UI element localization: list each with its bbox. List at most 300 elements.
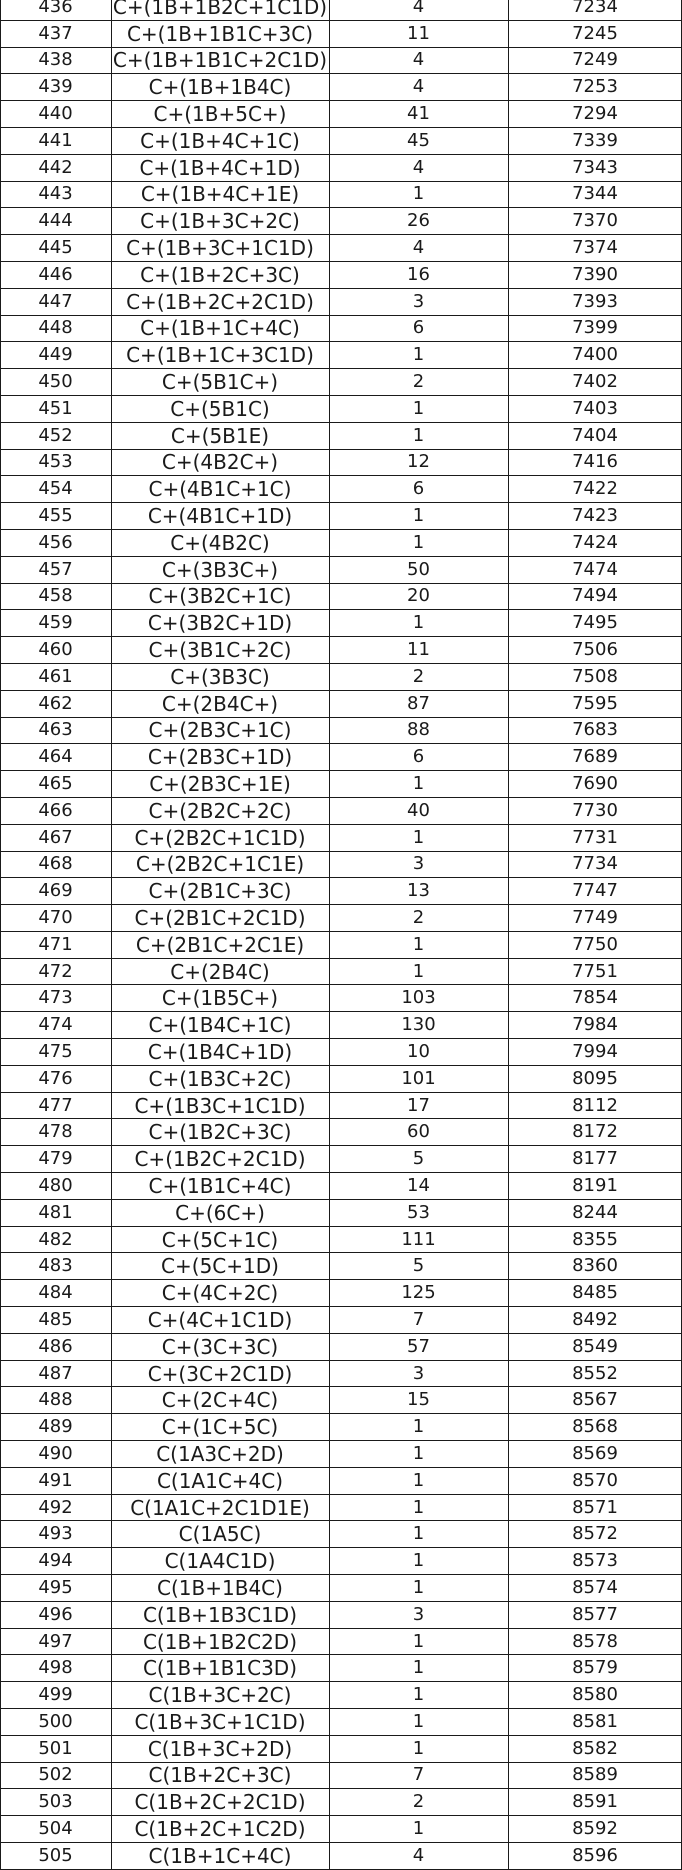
table-row	[0, 530, 682, 557]
cell-cumulative: 7749	[572, 906, 618, 928]
cell-row-index: 460	[38, 639, 73, 661]
cell-row-index: 451	[38, 397, 73, 419]
cell-cumulative: 8591	[572, 1791, 618, 1813]
table-row	[0, 1200, 682, 1227]
cell-row-index: 474	[38, 1014, 73, 1036]
cell-count: 1	[412, 1550, 425, 1572]
cell-composition: C+(3B2C+1C)	[148, 584, 292, 609]
cell-row-index: 441	[38, 129, 73, 151]
table-row	[0, 637, 682, 664]
table-row	[0, 1629, 682, 1656]
table-row	[0, 664, 682, 691]
table-row	[0, 744, 682, 771]
cell-cumulative: 8578	[572, 1630, 618, 1652]
cell-composition: C+(3C+2C1D)	[147, 1361, 293, 1386]
cell-row-index: 466	[38, 799, 73, 821]
cell-cumulative: 7751	[572, 960, 618, 982]
cell-composition: C+(2B1C+2C1E)	[135, 932, 305, 957]
cell-composition: C+(5C+1D)	[161, 1254, 279, 1279]
cell-count: 1	[412, 960, 425, 982]
cell-composition: C+(2B2C+2C)	[148, 798, 292, 823]
cell-cumulative: 8549	[572, 1335, 618, 1357]
cell-cumulative: 7424	[572, 531, 618, 553]
cell-row-index: 477	[38, 1094, 73, 1116]
cell-row-index: 450	[38, 371, 73, 393]
table-row	[0, 1334, 682, 1361]
cell-count: 1	[412, 1416, 425, 1438]
cell-count: 1	[412, 1469, 425, 1491]
cell-row-index: 485	[38, 1308, 73, 1330]
cell-count: 1	[412, 397, 425, 419]
table-row	[0, 1575, 682, 1602]
table-row	[0, 852, 682, 879]
cell-count: 7	[412, 1764, 425, 1786]
table-row	[0, 48, 682, 75]
cell-row-index: 465	[38, 773, 73, 794]
table-row	[0, 423, 682, 450]
cell-cumulative: 8172	[572, 1121, 618, 1143]
cell-cumulative: 8568	[572, 1416, 618, 1438]
cell-count: 11	[407, 639, 430, 661]
cell-row-index: 480	[38, 1174, 73, 1196]
cell-cumulative: 8577	[572, 1603, 618, 1625]
table-row	[0, 798, 682, 825]
table-row	[0, 1039, 682, 1066]
cell-count: 1	[412, 505, 425, 527]
cell-count: 2	[412, 665, 425, 687]
cell-row-index: 444	[38, 210, 73, 232]
cell-count: 41	[407, 103, 430, 125]
cell-row-index: 453	[38, 451, 73, 473]
table-row	[0, 1709, 682, 1736]
cell-cumulative: 8177	[572, 1148, 618, 1170]
table-row	[0, 1387, 682, 1414]
cell-composition: C+(2B2C+1C1D)	[134, 825, 306, 850]
cell-count: 53	[407, 1201, 430, 1223]
table-row	[0, 1119, 682, 1146]
cell-composition: C+(4B2C+)	[161, 450, 279, 475]
table-row	[0, 1441, 682, 1468]
cell-row-index: 479	[38, 1148, 73, 1170]
cell-row-index: 482	[38, 1228, 73, 1250]
cell-count: 1	[412, 1737, 425, 1759]
cell-count: 1	[412, 1496, 425, 1518]
cell-composition: C+(1B+1B1C+3C)	[126, 21, 314, 46]
cell-cumulative: 7234	[572, 0, 618, 18]
cell-cumulative: 7508	[572, 665, 618, 687]
cell-count: 10	[407, 1040, 430, 1062]
table-row	[0, 101, 682, 128]
cell-cumulative: 7245	[572, 22, 618, 44]
cell-cumulative: 8580	[572, 1684, 618, 1706]
cell-cumulative: 7399	[572, 317, 618, 339]
cell-composition: C+(1B3C+2C)	[148, 1066, 292, 1091]
table-row	[0, 1763, 682, 1790]
table-row	[0, 557, 682, 584]
table-row	[0, 584, 682, 611]
cell-cumulative: 8579	[572, 1657, 618, 1679]
cell-count: 3	[412, 853, 425, 875]
table-row	[0, 316, 682, 343]
cell-count: 5	[412, 1255, 425, 1277]
cell-composition: C(1B+3C+2C)	[148, 1683, 292, 1708]
cell-cumulative: 7506	[572, 639, 618, 661]
cell-row-index: 483	[38, 1255, 73, 1277]
cell-cumulative: 8582	[572, 1737, 618, 1759]
cell-cumulative: 8572	[572, 1523, 618, 1545]
table-row	[0, 1548, 682, 1575]
cell-composition: C+(4B1C+1C)	[148, 477, 292, 502]
table-row	[0, 1307, 682, 1334]
cell-composition: C+(3B1C+2C)	[148, 638, 292, 663]
table-row	[0, 128, 682, 155]
cell-cumulative: 8574	[572, 1576, 618, 1598]
cell-composition: C+(3B3C)	[170, 664, 270, 689]
table-row	[0, 262, 682, 289]
cell-count: 103	[401, 987, 436, 1009]
cell-composition: C(1A5C)	[178, 1522, 262, 1547]
cell-row-index: 503	[38, 1791, 73, 1813]
cell-count: 4	[412, 49, 425, 71]
cell-composition: C(1A1C+2C1D1E)	[130, 1495, 310, 1520]
cell-composition: C+(1B5C+)	[161, 986, 279, 1011]
cell-cumulative: 8569	[572, 1442, 618, 1464]
cell-composition: C+(1B+2C+3C)	[140, 262, 300, 287]
cell-composition: C+(4B1C+1D)	[147, 504, 293, 529]
cell-composition: C+(1B+4C+1D)	[139, 155, 301, 180]
cell-row-index: 457	[38, 558, 73, 580]
cell-composition: C+(1B+5C+)	[153, 102, 287, 127]
cell-count: 101	[401, 1067, 436, 1089]
cell-composition: C(1B+3C+1C1D)	[134, 1709, 306, 1734]
cell-cumulative: 8570	[572, 1469, 618, 1491]
cell-cumulative: 8567	[572, 1389, 618, 1411]
cell-composition: C+(1B+4C+1E)	[140, 182, 300, 207]
cell-cumulative: 7423	[572, 505, 618, 527]
cell-row-index: 471	[38, 933, 73, 955]
cell-row-index: 454	[38, 478, 73, 500]
cell-composition: C(1B+1B3C1D)	[142, 1602, 298, 1627]
cell-row-index: 498	[38, 1657, 73, 1679]
table-row	[0, 1682, 682, 1709]
cell-composition: C+(1B1C+4C)	[148, 1173, 292, 1198]
cell-row-index: 472	[38, 960, 73, 982]
cell-cumulative: 7730	[572, 799, 618, 821]
cell-composition: C+(3B3C+)	[161, 557, 279, 582]
table-row	[0, 1173, 682, 1200]
cell-cumulative: 7404	[572, 424, 618, 446]
cell-cumulative: 7370	[572, 210, 618, 232]
table-row	[0, 959, 682, 986]
cell-row-index: 449	[38, 344, 73, 366]
cell-composition: C+(5B1C)	[170, 396, 270, 421]
cell-count: 1	[412, 183, 425, 205]
table-row	[0, 905, 682, 932]
cell-count: 2	[412, 371, 425, 393]
cell-cumulative: 8244	[572, 1201, 618, 1223]
table-row	[0, 0, 682, 21]
cell-row-index: 497	[38, 1630, 73, 1652]
table-row	[0, 825, 682, 852]
cell-row-index: 440	[38, 103, 73, 125]
cell-cumulative: 7390	[572, 263, 618, 285]
cell-count: 60	[407, 1121, 430, 1143]
cell-count: 20	[407, 585, 430, 607]
cell-count: 1	[412, 826, 425, 848]
cell-row-index: 486	[38, 1335, 73, 1357]
cell-count: 1	[412, 1630, 425, 1652]
cell-row-index: 475	[38, 1040, 73, 1062]
cell-count: 1	[412, 424, 425, 446]
cell-count: 2	[412, 906, 425, 928]
table-row	[0, 21, 682, 48]
cell-row-index: 467	[38, 826, 73, 848]
cell-cumulative: 7343	[572, 156, 618, 178]
cell-row-index: 448	[38, 317, 73, 339]
table-row	[0, 1468, 682, 1495]
cell-composition: C+(3C+3C)	[161, 1334, 279, 1359]
cell-cumulative: 8573	[572, 1550, 618, 1572]
cell-row-index: 504	[38, 1818, 73, 1840]
cell-cumulative: 7403	[572, 397, 618, 419]
cell-count: 15	[407, 1389, 430, 1411]
cell-row-index: 439	[38, 76, 73, 98]
cell-composition: C+(1C+5C)	[161, 1415, 279, 1440]
cell-count: 1	[412, 344, 425, 366]
cell-cumulative: 7683	[572, 719, 618, 741]
cell-row-index: 438	[38, 49, 73, 71]
cell-cumulative: 7400	[572, 344, 618, 366]
cell-row-index: 437	[38, 22, 73, 44]
cell-composition: C(1B+1B4C)	[157, 1575, 283, 1600]
cell-count: 2	[412, 1791, 425, 1813]
cell-composition: C+(4B2C)	[170, 530, 270, 555]
cell-row-index: 493	[38, 1523, 73, 1545]
cell-row-index: 505	[38, 1844, 73, 1866]
cell-cumulative: 8191	[572, 1174, 618, 1196]
cell-row-index: 447	[38, 290, 73, 312]
table-row	[0, 932, 682, 959]
cell-row-index: 458	[38, 585, 73, 607]
cell-count: 14	[407, 1174, 430, 1196]
cell-row-index: 446	[38, 263, 73, 285]
cell-count: 6	[412, 478, 425, 500]
cell-count: 1	[412, 1684, 425, 1706]
table-row	[0, 1736, 682, 1763]
cell-cumulative: 7731	[572, 826, 618, 848]
table-row	[0, 1843, 682, 1870]
cell-composition: C+(5B1E)	[170, 423, 270, 448]
cell-count: 1	[412, 1523, 425, 1545]
table-row	[0, 1495, 682, 1522]
table-row	[0, 1789, 682, 1816]
cell-cumulative: 8552	[572, 1362, 618, 1384]
cell-cumulative: 7402	[572, 371, 618, 393]
cell-cumulative: 7984	[572, 1014, 618, 1036]
table-row	[0, 718, 682, 745]
cell-cumulative: 7253	[572, 76, 618, 98]
cell-composition: C(1A3C+2D)	[156, 1441, 284, 1466]
cell-cumulative: 7344	[572, 183, 618, 205]
cell-composition: C(1B+2C+3C)	[148, 1763, 292, 1788]
cell-row-index: 459	[38, 612, 73, 634]
cell-cumulative: 7416	[572, 451, 618, 473]
cell-count: 3	[412, 290, 425, 312]
cell-cumulative: 7422	[572, 478, 618, 500]
table-row	[0, 985, 682, 1012]
cell-row-index: 473	[38, 987, 73, 1009]
cell-count: 87	[407, 692, 430, 714]
cell-composition: C+(1B3C+1C1D)	[134, 1093, 306, 1118]
cell-row-index: 468	[38, 853, 73, 875]
cell-count: 1	[412, 773, 425, 794]
table-row	[0, 1602, 682, 1629]
table-row	[0, 74, 682, 101]
cell-row-index: 487	[38, 1362, 73, 1384]
table-row	[0, 208, 682, 235]
cell-row-index: 436	[38, 0, 73, 18]
table-row	[0, 155, 682, 182]
cell-count: 50	[407, 558, 430, 580]
cell-cumulative: 8596	[572, 1844, 618, 1866]
cell-count: 111	[401, 1228, 436, 1250]
cell-composition: C(1B+3C+2D)	[147, 1736, 293, 1761]
table-row	[0, 1361, 682, 1388]
cell-count: 4	[412, 0, 425, 18]
cell-row-index: 456	[38, 531, 73, 553]
cell-count: 4	[412, 237, 425, 259]
cell-composition: C+(2C+4C)	[161, 1388, 279, 1413]
cell-count: 12	[407, 451, 430, 473]
cell-row-index: 464	[38, 746, 73, 768]
cell-composition: C+(5C+1C)	[161, 1227, 279, 1252]
cell-composition: C+(1B+1B1C+2C1D)	[112, 48, 328, 73]
cell-count: 1	[412, 1576, 425, 1598]
table-row	[0, 235, 682, 262]
cell-composition: C+(2B1C+2C1D)	[134, 905, 306, 930]
cell-row-index: 455	[38, 505, 73, 527]
cell-row-index: 488	[38, 1389, 73, 1411]
cell-row-index: 481	[38, 1201, 73, 1223]
cell-row-index: 478	[38, 1121, 73, 1143]
table-row	[0, 1146, 682, 1173]
cell-count: 4	[412, 156, 425, 178]
cell-cumulative: 7474	[572, 558, 618, 580]
cell-cumulative: 8355	[572, 1228, 618, 1250]
cell-composition: C+(1B4C+1C)	[148, 1013, 292, 1038]
cell-count: 11	[407, 22, 430, 44]
cell-count: 3	[412, 1362, 425, 1384]
cell-row-index: 470	[38, 906, 73, 928]
table-row	[0, 1066, 682, 1093]
cell-composition: C+(1B+1C+4C)	[140, 316, 300, 341]
cell-composition: C+(1B+2C+2C1D)	[126, 289, 314, 314]
cell-composition: C+(4C+1C1D)	[147, 1307, 293, 1332]
cell-count: 7	[412, 1308, 425, 1330]
cell-row-index: 469	[38, 880, 73, 902]
cell-composition: C+(1B+3C+1C1D)	[126, 236, 314, 261]
cell-count: 1	[412, 612, 425, 634]
table-row	[0, 691, 682, 718]
cell-row-index: 484	[38, 1282, 73, 1304]
cell-row-index: 500	[38, 1710, 73, 1732]
cell-cumulative: 7249	[572, 49, 618, 71]
cell-row-index: 496	[38, 1603, 73, 1625]
cell-count: 130	[401, 1014, 436, 1036]
cell-cumulative: 8571	[572, 1496, 618, 1518]
cell-row-index: 442	[38, 156, 73, 178]
table-row	[0, 878, 682, 905]
cell-composition: C+(2B4C)	[170, 959, 270, 984]
cell-cumulative: 7689	[572, 746, 618, 768]
cell-composition: C+(2B3C+1C)	[148, 718, 292, 743]
table-row	[0, 1093, 682, 1120]
table-row	[0, 182, 682, 209]
cell-count: 6	[412, 317, 425, 339]
cell-row-index: 495	[38, 1576, 73, 1598]
cell-cumulative: 7747	[572, 880, 618, 902]
cell-row-index: 443	[38, 183, 73, 205]
cell-cumulative: 8592	[572, 1818, 618, 1840]
cell-cumulative: 7393	[572, 290, 618, 312]
cell-composition: C+(1B+1B4C)	[148, 75, 292, 100]
cell-count: 88	[407, 719, 430, 741]
cell-count: 57	[407, 1335, 430, 1357]
table-row	[0, 450, 682, 477]
cell-row-index: 501	[38, 1737, 73, 1759]
cell-cumulative: 7690	[572, 773, 618, 794]
cell-composition: C(1B+1B1C3D)	[142, 1656, 298, 1681]
cell-row-index: 463	[38, 719, 73, 741]
cell-row-index: 499	[38, 1684, 73, 1706]
cell-count: 16	[407, 263, 430, 285]
cell-count: 40	[407, 799, 430, 821]
cell-cumulative: 8485	[572, 1282, 618, 1304]
cell-count: 1	[412, 1442, 425, 1464]
cell-row-index: 461	[38, 665, 73, 687]
cell-composition: C+(2B3C+1E)	[149, 772, 291, 796]
cell-cumulative: 8360	[572, 1255, 618, 1277]
cell-composition: C(1B+1C+4C)	[148, 1843, 292, 1868]
cell-count: 5	[412, 1148, 425, 1170]
cell-composition: C+(4C+2C)	[161, 1281, 279, 1306]
cell-cumulative: 7339	[572, 129, 618, 151]
table-row	[0, 1253, 682, 1280]
cell-count: 4	[412, 1844, 425, 1866]
table-row	[0, 771, 682, 798]
cell-count: 1	[412, 933, 425, 955]
cell-composition: C(1A1C+4C)	[156, 1468, 284, 1493]
cell-cumulative: 7595	[572, 692, 618, 714]
table-row	[0, 610, 682, 637]
cell-composition: C(1A4C1D)	[164, 1549, 276, 1574]
table-row	[0, 396, 682, 423]
cell-cumulative: 7750	[572, 933, 618, 955]
cell-composition: C+(1B+1B2C+1C1D)	[112, 0, 328, 20]
cell-count: 125	[401, 1282, 436, 1304]
cell-row-index: 452	[38, 424, 73, 446]
table-row	[0, 369, 682, 396]
cell-row-index: 476	[38, 1067, 73, 1089]
cell-composition: C+(5B1C+)	[161, 370, 279, 395]
cell-composition: C+(1B+1C+3C1D)	[126, 343, 314, 368]
cell-row-index: 445	[38, 237, 73, 259]
table-row	[0, 289, 682, 316]
cell-row-index: 494	[38, 1550, 73, 1572]
cell-cumulative: 8112	[572, 1094, 618, 1116]
cell-composition: C+(2B2C+1C1E)	[135, 852, 305, 877]
cell-composition: C(1B+2C+1C2D)	[134, 1817, 306, 1842]
